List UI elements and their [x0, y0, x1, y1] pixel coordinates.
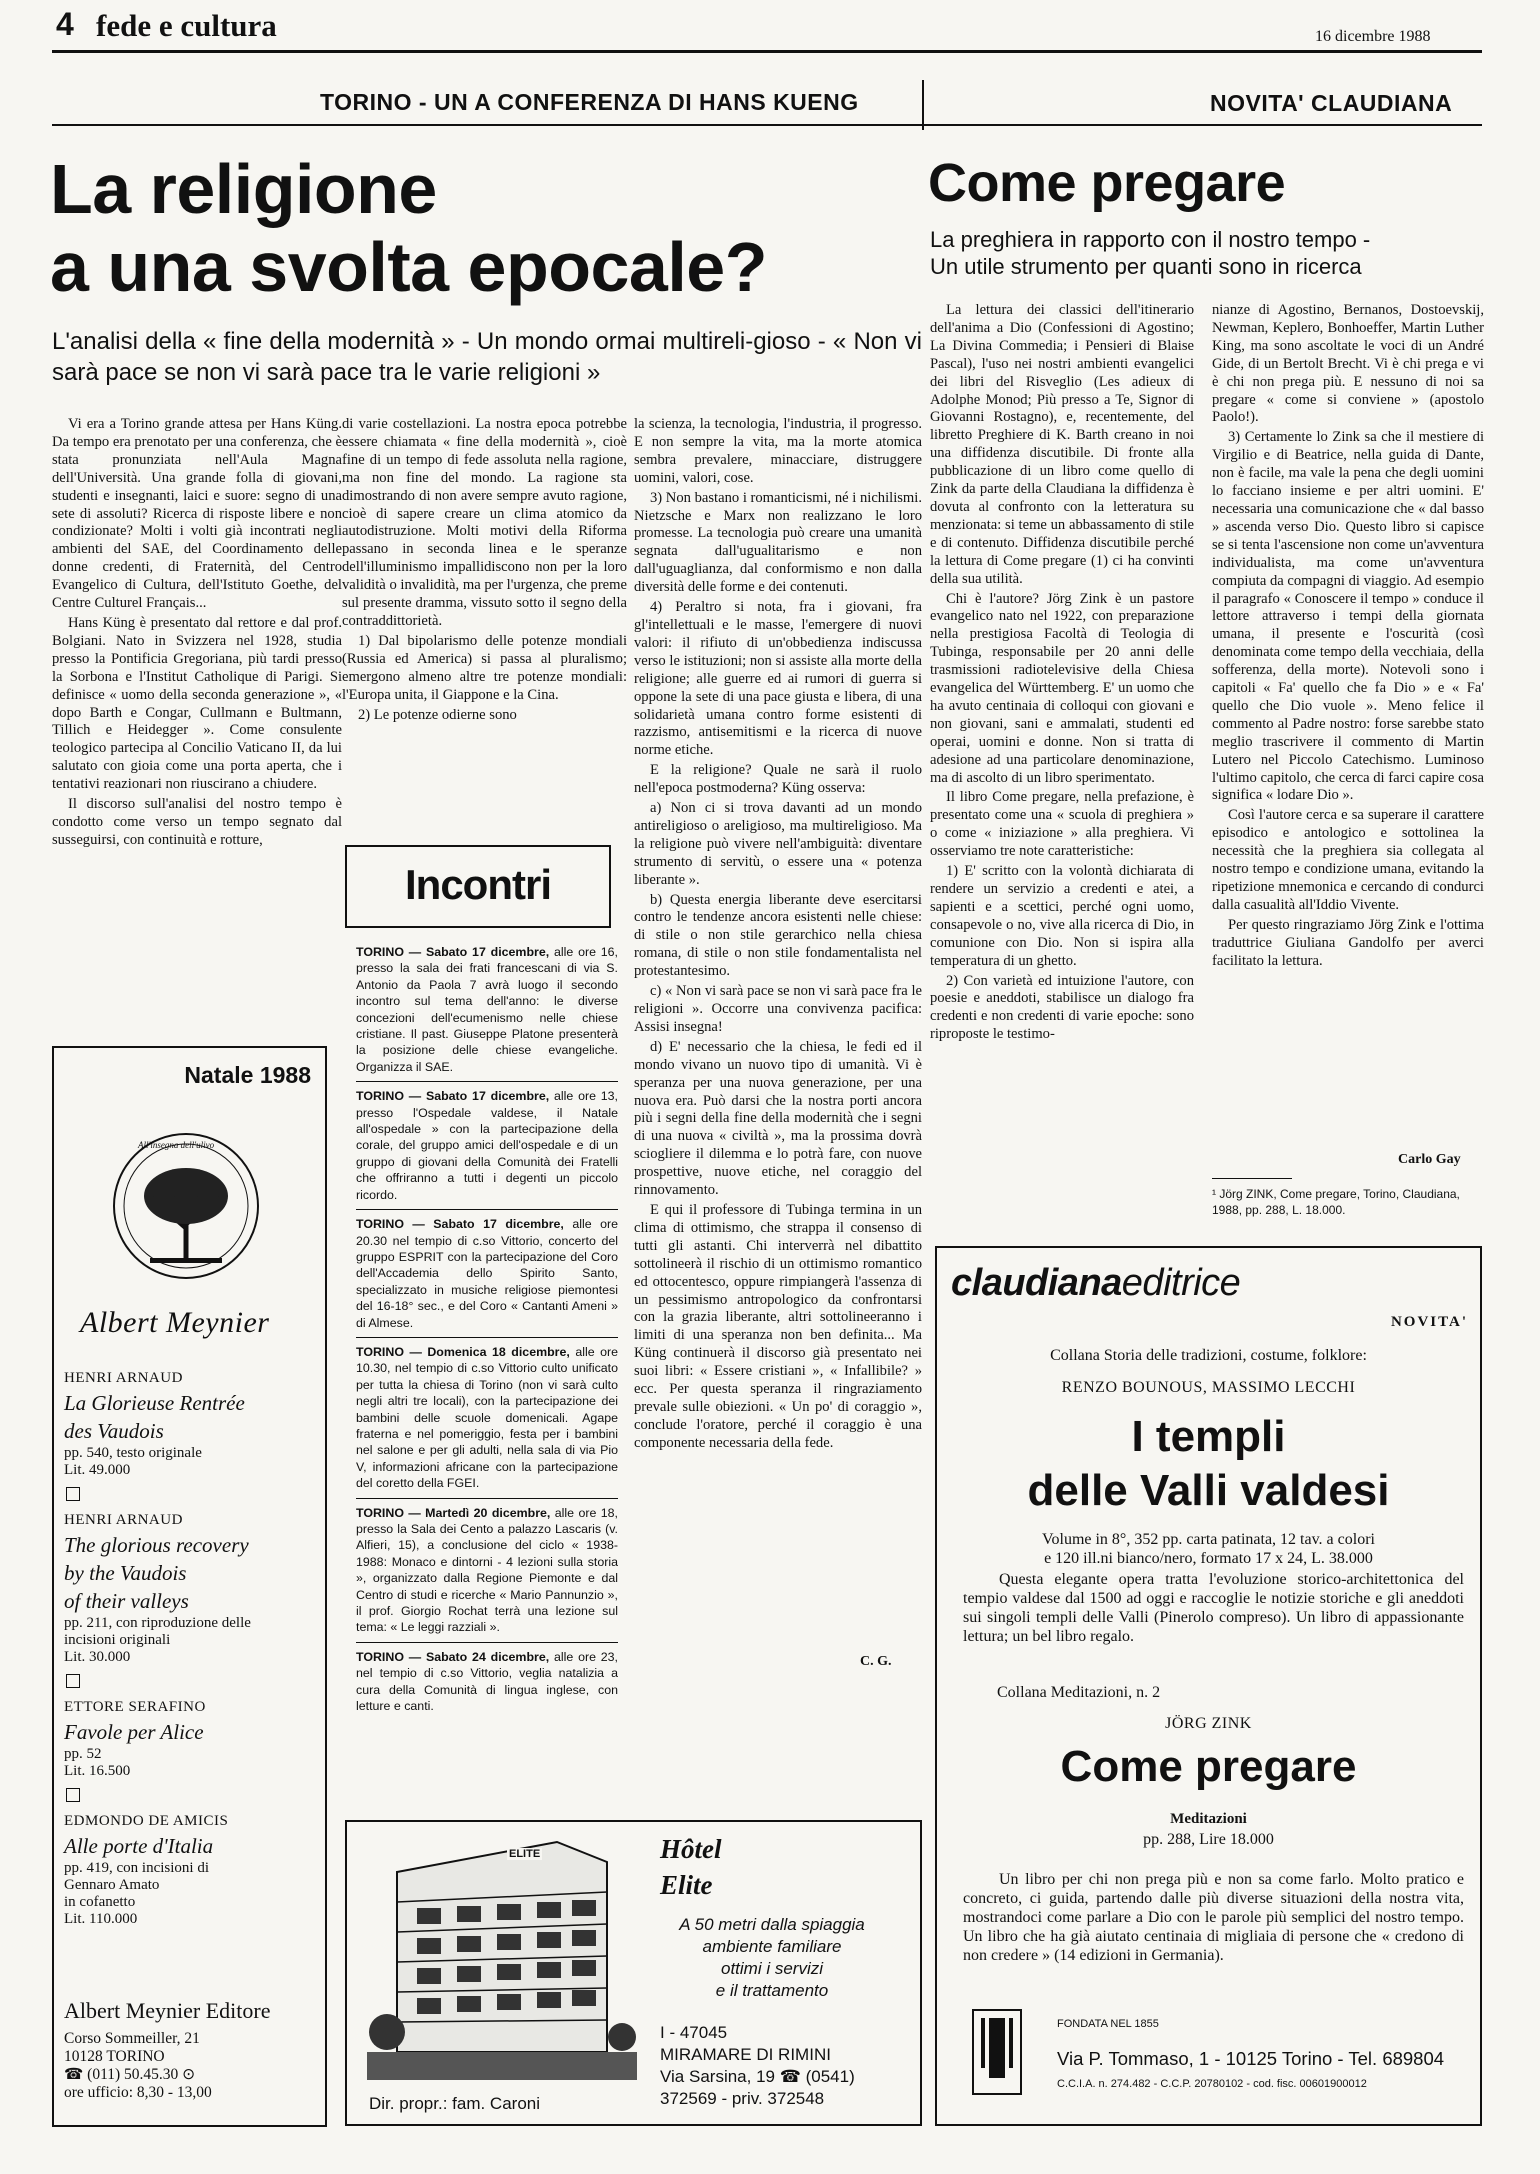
book-title-pregare: Come pregare	[1060, 1742, 1357, 1791]
right-article-footnote: ¹ Jörg ZINK, Come pregare, Torino, Claudiana, 1988, pp. 288, L. 18.000.	[1212, 1187, 1460, 1217]
book-list	[64, 1368, 316, 1928]
address-line: Via Sarsina, 19 ☎ (0541)	[660, 2067, 855, 2086]
event-divider	[356, 1498, 618, 1499]
event-lead: TORINO — Sabato 17 dicembre,	[356, 1089, 550, 1104]
hotel-sign: ELITE	[509, 1848, 541, 1860]
book-title: of their valleys	[64, 1589, 189, 1613]
book-detail: pp. 540, testo originale	[64, 1445, 202, 1461]
page-number: 4	[56, 6, 74, 42]
book-detail: in cofanetto	[64, 1894, 136, 1910]
address-line: MIRAMARE DI RIMINI	[660, 2045, 831, 2064]
book-author: JÖRG ZINK	[1165, 1715, 1252, 1732]
event-item	[356, 1344, 618, 1492]
tagline-line: e il trattamento	[715, 1981, 829, 2000]
specs-line: Volume in 8°, 352 pp. carta patinata, 12 tav. a colori	[1042, 1531, 1375, 1548]
subheadline-line: La preghiera in rapporto con il nostro tempo -	[930, 227, 1371, 252]
book-specs	[937, 1530, 1480, 1568]
left-article-col3	[634, 416, 922, 1648]
paragraph: 4) Peraltro si nota, fra i giovani, fra gl'intellettuali e le masse, l'emergere di nuovi valori: il rifiuto di un'obbedienza indiscussa verso le istituzioni; non si assiste alla morte della religione; alle guerre ed ai rumori di guerra si oppone la sete di una pace giusta e libera, di una solidarietà umana contro forme esistenti di razzismo, antisemitismi e la ricerca di nuove norme etiche.	[634, 599, 922, 759]
novita-label: NOVITA'	[1390, 1314, 1468, 1330]
book-entry	[64, 1368, 316, 1479]
publisher-name: Albert Meynier Editore	[64, 1998, 271, 2023]
order-checkbox[interactable]	[66, 1487, 80, 1501]
paragraph: di varie costellazioni. La nostra epoca potrebbe essere chiamata « fine della modernità », cioè fine di un tempo di fede assoluta nella ragione, ma non fine del mondo. La ragione sta dimostrando di non avere sempre avuto ragione, cioè di sapere creare un clima atomico da autodistruzione. Molti motivi della Riforma passano in seconda linea e le speranze dell'illuminismo impallidiscono non per la loro validità o invalidità, ma per l'urgenza, che preme sul presente dramma, vissuto sotto il segno della contraddittorietà.	[342, 416, 627, 629]
order-checkbox[interactable]	[66, 1674, 80, 1688]
hotel-name-line2: Elite	[660, 1870, 713, 1900]
paragraph: Vi era a Torino grande attesa per Hans Küng. Da tempo era prenotato per una conferenza, che è stata pronunziata nell'Aula Magna dell'Università. Una grande folla di giovani, studenti e insegnanti, laici e suore: segno di una sete di assoluti? Ricerca di risposte libere e non condizionate? Molti i volti già incontrati negli ambienti del SAE, del Coordinamento delle donne credenti, di Fraternità, del Centro Evangelico di Cultura, dell'Istituto Goethe, del Centre Culturel Français...	[52, 416, 342, 612]
claudiana-brand	[951, 1262, 1240, 1305]
paragraph: Hans Küng è presentato dal rettore e dal prof. Bolgiani. Nato in Svizzera nel 1928, studia presso la Pontificia Gregoriana, più tardi presso la Sorbona e l'Institut Catholique di Parigi. Si definisce « uomo della seconda generazione », « dopo Barth e Congar, Cullmann e Bultmann, Tillich e Heidegger ». Come consulente teologico partecipa al Concilio Vaticano II, da lui salutato con gioia come una porta aperta, che i tentativi reazionari non riuscirano a chiudere.	[52, 614, 342, 793]
book-entry	[64, 1811, 316, 1928]
publisher-address	[64, 2030, 212, 2102]
column-divider-top	[922, 80, 924, 130]
claudiana-registry: C.C.I.A. n. 274.482 - C.C.P. 20780102 - cod. fisc. 00601900012	[1057, 2078, 1367, 2090]
book-detail: Lit. 49.000	[64, 1462, 131, 1478]
paragraph: d) E' necessario che la chiesa, le fedi ed il mondo vivano un nuovo tipo di umanità. Vi è speranza per una nuova generazione, per una nuova era. Può darsi che la nostra porti ancora più i segni della fine della modernità che i segni di una nuova « civiltà », ma la prossima dovrà sciogliere il dilemma e lo potrà fare, con nuove prospettive, nuove etiche, nel coraggio del rinnovamento.	[634, 1038, 922, 1199]
book-detail: incisioni originali	[64, 1632, 171, 1648]
left-article-signature: C. G.	[860, 1654, 892, 1669]
brand-bold: claudiana	[951, 1262, 1122, 1304]
tagline-line: A 50 metri dalla spiaggia	[679, 1915, 865, 1934]
left-kicker-rule	[52, 124, 922, 126]
issue-date: 16 dicembre 1988	[1315, 28, 1431, 45]
book-entry	[64, 1697, 316, 1780]
book-author: ETTORE SERAFINO	[64, 1699, 206, 1715]
paragraph: b) Questa energia liberante deve esercitarsi contro le tendenze ancora esistenti nelle chiese: di stile o non stile gerarchico nella chiesa romana, di stile o non stile fondamentalista nel protestantesimo.	[634, 891, 922, 980]
event-item	[356, 1505, 618, 1636]
hotel-tagline	[647, 1914, 897, 2002]
event-lead: TORINO — Sabato 24 dicembre,	[356, 1649, 550, 1664]
paragraph: nianze di Agostino, Bernanos, Dostoevskij, Newman, Keplero, Bonhoeffer, Martin Luther King, ma sono ascoltate le voci di un André Gide, di un Bertolt Brecht. Vi è chi prega e vi è chi non prega più. E nessuno di noi sa pregare « come si conviene » (apostolo Paolo!).	[1212, 302, 1484, 426]
hotel-name-line1: Hôtel	[660, 1834, 722, 1864]
right-article-col2	[1212, 302, 1484, 1152]
book-description: Questa elegante opera tratta l'evoluzione storico-architettonica del tempio valdese dal 1500 ad oggi e raccoglie le notizie storiche e gli aneddoti sui singoli templi delle Valli (Pinerolo compreso). Un libro di appassionante lettura; un bel libro regalo.	[963, 1571, 1464, 1645]
paragraph: E qui il professore di Tubinga termina in un clima di ottimismo, che strappa il consenso di tutti gli astanti. Chi interverrà nel dibattito sottolineerà il rischio di un ottimismo romantico ed ottocentesco, oppure rimpiangerà l'assenza di un pessimismo antropologico da confrontarsi con la grazia liberante, altri sottolineeranno i limiti di una speranza non ben definita... Ma Küng continuerà il discorso già presentato nei suoi libri: « Essere cristiani », « Infallibile? » ecc. Per questa speranza il ringraziamento prevale sulle obiezioni. « Un po' di coraggio », conclude l'oratore, perché il coraggio è una componente necessaria della fede.	[634, 1201, 922, 1451]
book-detail: pp. 211, con riproduzione delle	[64, 1615, 251, 1631]
event-text: alle ore 18, presso la Sala dei Cento a palazzo Lascaris (v. Alfieri, 15), a conclusione del ciclo « 1938-1988: Monaco e dintorni - 4 lezioni sulla storia », organizzato dalla Regione Piemonte e dal Centro di studi e ricerche « Mario Pannunzio », il prof. Giorgio Rochat terrà una lezione sul tema: « Le leggi razziali ».	[356, 1505, 618, 1635]
paragraph: Così l'autore cerca e sa superare il carattere episodico e antologico e sottolinea la necessità che la preghiera sia collegata al nostro tempo e condizione umana, evitando la ripetizione mnemonica e cercando di condurci dalla casualità all'Iddio Vivente.	[1212, 807, 1484, 913]
publisher-script: Albert Meynier	[80, 1306, 270, 1339]
hotel-address	[660, 2022, 855, 2110]
event-item	[356, 1088, 618, 1203]
paragraph: 1) Dal bipolarismo delle potenze mondiali (Russia ed America) si passa al pluralismo; emergono almeno altre tre potenze mondiali: l'Europa unita, il Giappone e la Cina.	[342, 632, 627, 703]
address-line: 10128 TORINO	[64, 2048, 165, 2065]
event-item	[356, 1216, 618, 1331]
paragraph: 3) Non bastano i romanticismi, né i nichilismi. Nietzsche e Marx non realizzano le loro promesse. La tecnologia può creare una umanità segnata dall'ugualitarismo e non dall'uguaglianza, dal conformismo e non dalla diversità delle forme e dei contenuti.	[634, 489, 922, 596]
right-article-col1	[930, 302, 1194, 1222]
event-divider	[356, 1209, 618, 1210]
book-title: by the Vaudois	[64, 1561, 187, 1585]
book-subtitle: Meditazioni	[1170, 1811, 1247, 1827]
hotel-ad	[345, 1820, 922, 2126]
specs-line: e 120 ill.ni bianco/nero, formato 17 x 24, L. 38.000	[1044, 1550, 1373, 1567]
masthead-rule	[52, 50, 1482, 53]
section-title: fede e cultura	[96, 8, 277, 43]
event-divider	[356, 1642, 618, 1643]
paragraph: La lettura dei classici dell'itinerario dell'anima a Dio (Confessioni di Agostino; La Divina Commedia; i Pensieri di Blaise Pascal), l'uso nei nostri ambienti evangelici dei libri del Risveglio (Les adieux di Adolphe Monod; Più presso a Te, Signor di Giovanni Rostagno), e, recentemente, del libretto Preghiere di K. Barth creano in noi una diffidenza discutibile. Di fronte alla pubblicazione di un libro come quello di Zink da parte della Claudiana la diffidenza è dovuta al confronto con la letteratura su menzionata: si teme un abbassamento di stile e di contenuto. Diffidenza discutibile perché la lettura di Come pregare (1) ci ha convinti della sua utilità.	[930, 302, 1194, 587]
book-authors: RENZO BOUNOUS, MASSIMO LECCHI	[1061, 1379, 1356, 1396]
paragraph: 1) E' scritto con la volontà dichiarata di rendere un servizio a credenti e atei, a sapienti e a scettici, perché ogni uomo, consapevole o no, vive alla ricerca di Dio, in comunione con Dio. Non si ispira alla temperatura di un ghetto.	[930, 863, 1194, 969]
event-text: alle ore 20.30 nel tempio di c.so Vittorio, concerto del gruppo ESPRIT con la partecipazione del Coro dell'Accademia dello Spirito Santo, specializzato in musiche religiose piemontesi del 16-18° sec., e del Coro « Cantanti Ameni » di Almese.	[356, 1217, 618, 1330]
left-article-col1	[52, 416, 342, 1012]
left-headline-line2: a una svolta epocale?	[50, 228, 767, 306]
address-line: I - 47045	[660, 2023, 728, 2042]
paragraph: 3) Certamente lo Zink sa che il mestiere di Virgilio e di Beatrice, nella guida di Dante, non è facile, ma vale la pena che degli uomini lo facciano insieme e per altri uomini. E' necessaria una comunicazione che « dal basso » ascenda verso Dio. Questo libro si capisce se si tenta l'ascensione non come un'avventura individualista, ma come un'avventura compiuta da compagni di viaggio. Ad esempio il paragrafo « Conoscere il tempo » conduce il lettore attraverso i tempi della giornata umana, il presente e l'oscurità (così denominata come tempo della vecchiaia, della sofferenza, della morte). Notevoli sono i capitoli « Fa' quello che fa Dio » e « Fa' quello che Dio vuole ». Meno felice il commento al Padre nostro: forse sarebbe stato meglio trascrivere il commento di Martin Lutero nel Piccolo Catechismo. Luminoso l'ultimo capitolo, che cerca di farci capire cosa significa « lodare Dio ».	[1212, 429, 1484, 804]
natale-title: Natale 1988	[184, 1062, 311, 1088]
book-author: HENRI ARNAUD	[64, 1512, 183, 1528]
paragraph: 2) Le potenze odierne sono	[358, 706, 517, 723]
book-title: des Vaudois	[64, 1419, 164, 1443]
paragraph: Il discorso sull'analisi del nostro tempo è condotto come verso un tempo segnato dal susseguirsi, con continuità e rotture,	[52, 796, 342, 848]
hotel-owner: Dir. propr.: fam. Caroni	[369, 2094, 541, 2113]
right-headline: Come pregare	[928, 153, 1286, 213]
book-detail: Lit. 30.000	[64, 1649, 131, 1665]
title-line: delle Valli valdesi	[1027, 1466, 1390, 1515]
book-detail: Gennaro Amato	[64, 1877, 160, 1893]
brand-light: editrice	[1121, 1262, 1241, 1304]
address-line: ore ufficio: 8,30 - 13,00	[64, 2084, 212, 2101]
event-lead: TORINO — Sabato 17 dicembre,	[356, 1217, 564, 1232]
address-line: Corso Sommeiller, 21	[64, 2030, 200, 2047]
title-line: I templi	[1131, 1412, 1286, 1461]
paragraph: Il libro Come pregare, nella prefazione, è presentato come una « scuola di preghiera » o come « iniziazione » alla preghiera. Vi osserviamo tre note caratteristiche:	[930, 789, 1194, 860]
paragraph: E la religione? Quale ne sarà il ruolo nell'epoca postmoderna? Küng osserva:	[634, 762, 922, 797]
logo-motto: All'insegna dell'ulivo	[138, 1140, 215, 1150]
left-article-col2	[342, 416, 627, 834]
book-description: Un libro per chi non prega più e non sa come farlo. Molto pratico e concreto, ci guida, partendo dalle più diverse situazioni della nostra vita, mostrandoci come parlare a Dio con le parole più semplici del nostro tempo. Un libro che ha già aiutato centinaia di migliaia di persone che « credono di non credere » (14 edizioni in Germania).	[963, 1871, 1464, 1964]
event-lead: TORINO — Domenica 18 dicembre,	[356, 1344, 570, 1359]
collana-line: Collana Meditazioni, n. 2	[997, 1684, 1161, 1701]
address-line: 372569 - priv. 372548	[660, 2089, 825, 2108]
event-lead: TORINO — Martedì 20 dicembre,	[356, 1505, 551, 1520]
claudiana-ad	[935, 1246, 1482, 2126]
left-subheadline: L'analisi della « fine della modernità » - Un mondo ormai multireli-gioso - « Non vi sarà pace se non vi sarà pace tra le varie religioni »	[52, 328, 922, 386]
hotel-building-illustration	[357, 1832, 647, 2082]
book-author: HENRI ARNAUD	[64, 1370, 183, 1386]
book-detail: Lit. 110.000	[64, 1911, 138, 1927]
address-line: ☎ (011) 50.45.30 ⊙	[64, 2066, 196, 2083]
book-title: La Glorieuse Rentrée	[64, 1391, 245, 1415]
event-text: alle ore 23, nel tempio di c.so Vittorio, veglia natalizia a cura della Comunità di lingua inglese, con letture e canti.	[356, 1649, 618, 1714]
paragraph: c) « Non vi sarà pace se non vi sarà pace fra le religioni ». Occorre una convivenza pacifica: Assisi insegna!	[634, 983, 922, 1035]
left-headline-line1: La religione	[50, 150, 437, 228]
incontri-title: Incontri	[405, 861, 551, 908]
order-checkbox[interactable]	[66, 1788, 80, 1802]
right-kicker-rule	[924, 124, 1482, 126]
event-text: alle ore 13, presso l'Ospedale valdese, il Natale all'ospedale » con la partecipazione della corale, del gruppo amici dell'ospedale e di un gruppo di giovani della Comunità dei Fratelli che offriranno a tutti i degenti un piccolo ricordo.	[356, 1089, 618, 1202]
event-text: alle ore 16, presso la sala dei frati francescani di via S. Antonio da Paola 7 avrà luogo il secondo incontro sul tema dell'anno: le diverse concezioni dell'ecumenismo nelle chiese cristiane. Il past. Giuseppe Platone presenterà la posizione delle chiese evangeliche. Organizza il SAE.	[356, 945, 618, 1074]
book-author: EDMONDO DE AMICIS	[64, 1813, 229, 1829]
incontri-events	[356, 944, 618, 1714]
paragraph: la scienza, la tecnologia, l'industria, il progresso. E non sempre la vita, ma la morte atomica sembra prevalere, minacciare, distruggere uomini, valori, cose.	[634, 416, 922, 486]
claudiana-address: Via P. Tommaso, 1 - 10125 Torino - Tel. 689804	[1057, 2048, 1445, 2069]
subheadline-line: Un utile strumento per quanti sono in ricerca	[930, 254, 1362, 279]
event-divider	[356, 1081, 618, 1082]
book-detail: Lit. 16.500	[64, 1763, 131, 1779]
book-detail: pp. 419, con incisioni di	[64, 1860, 209, 1876]
book-specs: pp. 288, Lire 18.000	[1143, 1831, 1274, 1848]
event-item	[356, 944, 618, 1075]
founded-label: FONDATA NEL 1855	[1057, 2018, 1159, 2030]
right-subheadline	[930, 226, 1370, 280]
book-title-templi	[937, 1410, 1480, 1518]
claudiana-logo	[971, 2008, 1023, 2096]
collana-line: Collana Storia delle tradizioni, costume, folklore:	[1050, 1347, 1367, 1364]
event-divider	[356, 1337, 618, 1338]
right-kicker: NOVITA' CLAUDIANA	[1210, 90, 1453, 116]
event-text: alle ore 10.30, nel tempio di c.so Vittorio culto unificato per tutta la chiesa di Torino (non vi sarà culto negli altri tre locali), con la partecipazione dei bambini delle scuole domenicali. Agape fraterna e nel pomeriggio, festa per i bambini nel salone e per gli adulti, nella sala di via Pio V, informazioni africane con la partecipazione del coretto della FGEI.	[356, 1344, 618, 1491]
incontri-box	[345, 845, 611, 928]
paragraph: a) Non ci si trova davanti ad un mondo antireligioso o areligioso, ma multireligioso. Ma la religione può vivere nell'ambiguità: diventare strumento di servitù, o essere una « potenza liberante ».	[634, 800, 922, 888]
book-detail: pp. 52	[64, 1746, 102, 1762]
paragraph: 2) Con varietà ed intuizione l'autore, con poesie e aneddoti, stabilisce un dialogo fra credenti e non credenti di varie epoche: sono riproposte le testimo-	[930, 972, 1194, 1043]
book-title: Alle porte d'Italia	[64, 1834, 214, 1858]
book-entry	[64, 1510, 316, 1666]
paragraph: Chi è l'autore? Jörg Zink è un pastore evangelico nato nel 1922, con preparazione nella prestigiosa Facoltà di Teologia di Tubinga, responsabile per 20 anni delle trasmissioni radiotelevisive della Chiesa evangelica del Württemberg. E' un uomo che ha avuto centinaia di colloqui con giovani e non giovani, sani e ammalati, studenti ed operai, uomini e donne. Non si tratta di adesione ad una particolare denominazione, ma di ascolto di un libro sperimentato.	[930, 590, 1194, 786]
event-item	[356, 1649, 618, 1714]
right-article-signature: Carlo Gay	[1398, 1152, 1461, 1167]
book-title: Favole per Alice	[64, 1720, 204, 1744]
footnote-rule	[1212, 1178, 1292, 1179]
book-title: The glorious recovery	[64, 1533, 249, 1557]
event-lead: TORINO — Sabato 17 dicembre,	[356, 945, 550, 959]
paragraph: Per questo ringraziamo Jörg Zink e l'ottima traduttrice Giuliana Gandolfo per averci facilitato la lettura.	[1212, 916, 1484, 969]
tagline-line: ottimi i servizi	[720, 1959, 823, 1978]
tagline-line: ambiente familiare	[702, 1937, 842, 1956]
natale-ad	[52, 1046, 327, 2127]
left-kicker: TORINO - UN A CONFERENZA DI HANS KUENG	[320, 89, 859, 115]
